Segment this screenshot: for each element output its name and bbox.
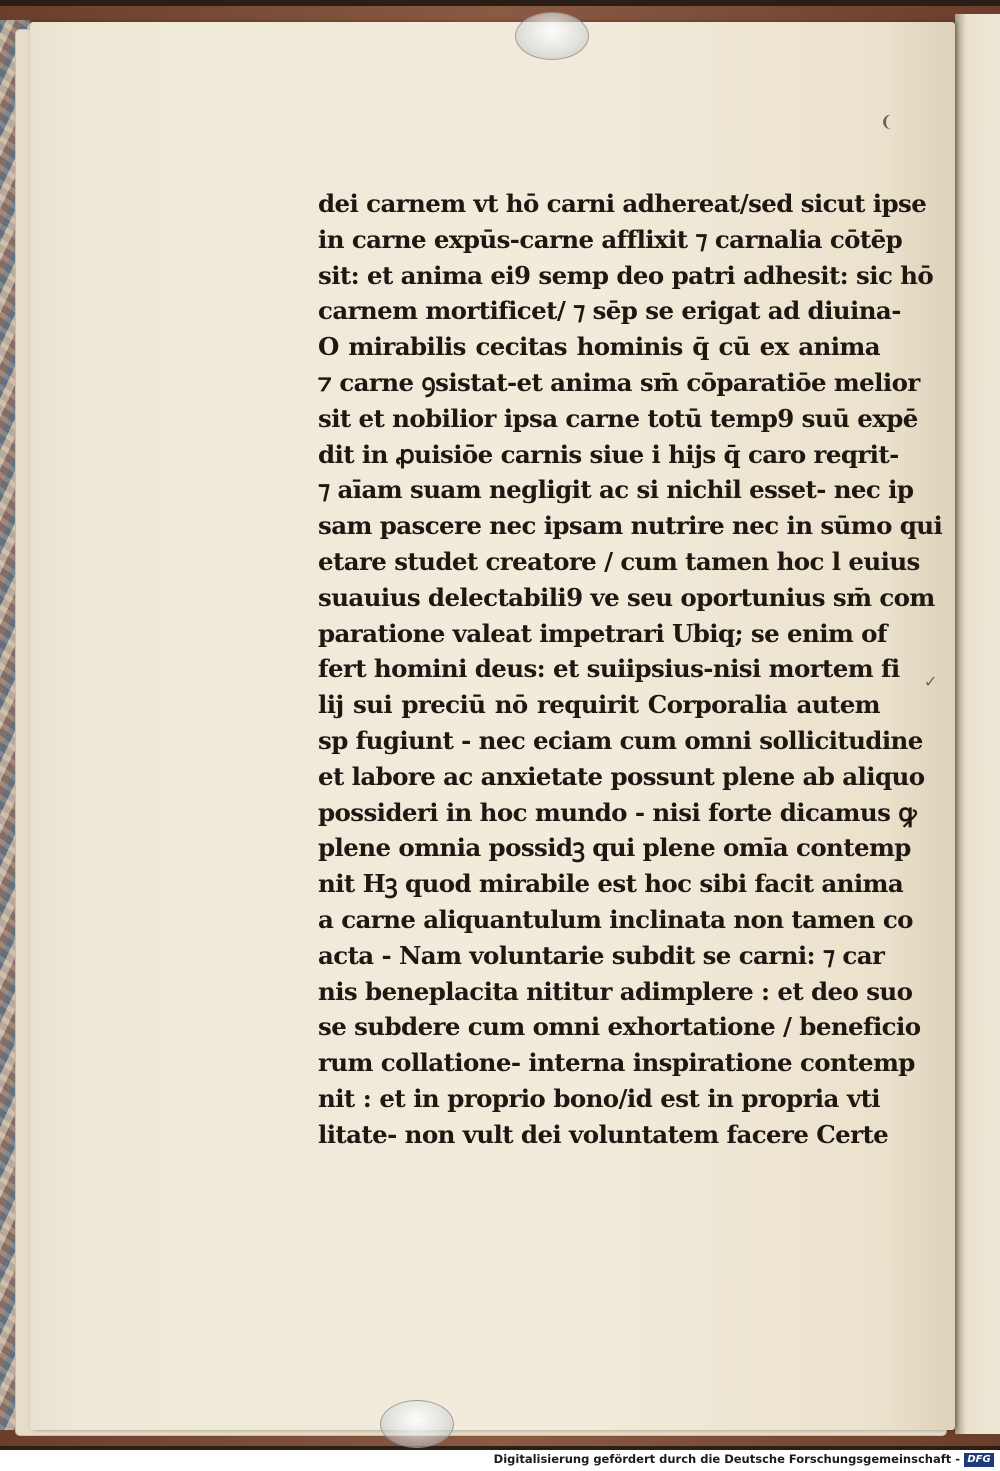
text-line-rubricated: O mirabilis cecitas hominis q̄ cū ex anima (318, 332, 880, 362)
text-line: sit et nobilior ipsa carne totū temp9 suū expē (318, 403, 918, 433)
text-line: in carne expūs-carne afflixit ⁊ carnalia cōtēp (318, 224, 903, 254)
glass-clip-top (515, 12, 589, 60)
text-line: nis beneplacita nititur adimplere : et deo suo (318, 976, 913, 1006)
margin-tick-icon: ✓ (924, 672, 938, 691)
text-line: carnem mortificet/ ⁊ sēp se erigat ad diuina- (318, 296, 901, 326)
text-line: sam pascere nec ipsam nutrire nec in sūmo qui (318, 511, 943, 541)
margin-mark-icon: ❨ (880, 112, 894, 131)
text-line: sit: et anima ei9 semp deo patri adhesit: sic hō (318, 260, 934, 290)
funding-credit: Digitalisierung gefördert durch die Deutsche Forschungsgemeinschaft - (493, 1452, 960, 1466)
text-line-rubricated: paratione valeat impetrari Ubiq; se enim of (318, 618, 887, 648)
text-line-rubricated: litate- non vult dei voluntatem facere Certe (318, 1119, 889, 1149)
text-line: ⁊ carne ꝯsistat-et anima sm̄ cōparatiōe melior (318, 367, 920, 397)
blackletter-text-block (318, 186, 943, 1153)
facing-page-edge (955, 14, 1000, 1434)
text-line: rum collatione- interna inspiratione contemp (318, 1048, 915, 1078)
text-line: possideri in hoc mundo - nisi forte dicamus ꝙ (318, 797, 916, 827)
text-line: dei carnem vt hō carni adhereat/sed sicut ipse (318, 189, 927, 218)
text-line: sp fugiunt - nec eciam cum omni sollicitudine (318, 725, 923, 755)
text-line: nit : et in proprio bono/id est in propria vti (318, 1083, 880, 1113)
text-line: etare studet creatore / cum tamen hoc l euius (318, 546, 920, 576)
text-line: fert homini deus: et suiipsius-nisi mortem fi (318, 654, 900, 684)
text-line-rubricated: acta - Nam voluntarie subdit se carni: ⁊ car (318, 940, 885, 970)
footer-bar (0, 1450, 1000, 1471)
text-line-rubricated: lij sui preciū nō requirit Corporalia autem (318, 690, 880, 720)
text-line: a carne aliquantulum inclinata non tamen co (318, 904, 913, 934)
text-line-rubricated: nit Hꝫ quod mirabile est hoc sibi facit anima (318, 869, 904, 899)
text-line: ⁊ aīam suam negligit ac si nichil esset- nec ip (318, 475, 914, 505)
text-line: suauius delectabili9 ve seu oportunius sm̄ com (318, 582, 935, 612)
text-line: dit in ꝓuisiōe carnis siue i hijs q̄ caro reqrit- (318, 439, 899, 469)
text-line: plene omnia possidꝫ qui plene omīa contemp (318, 833, 911, 863)
dfg-logo: DFG (964, 1453, 994, 1467)
text-line: se subdere cum omni exhortatione / beneficio (318, 1012, 921, 1042)
text-line: et labore ac anxietate possunt plene ab aliquo (318, 761, 925, 791)
glass-clip-bottom (380, 1400, 454, 1448)
